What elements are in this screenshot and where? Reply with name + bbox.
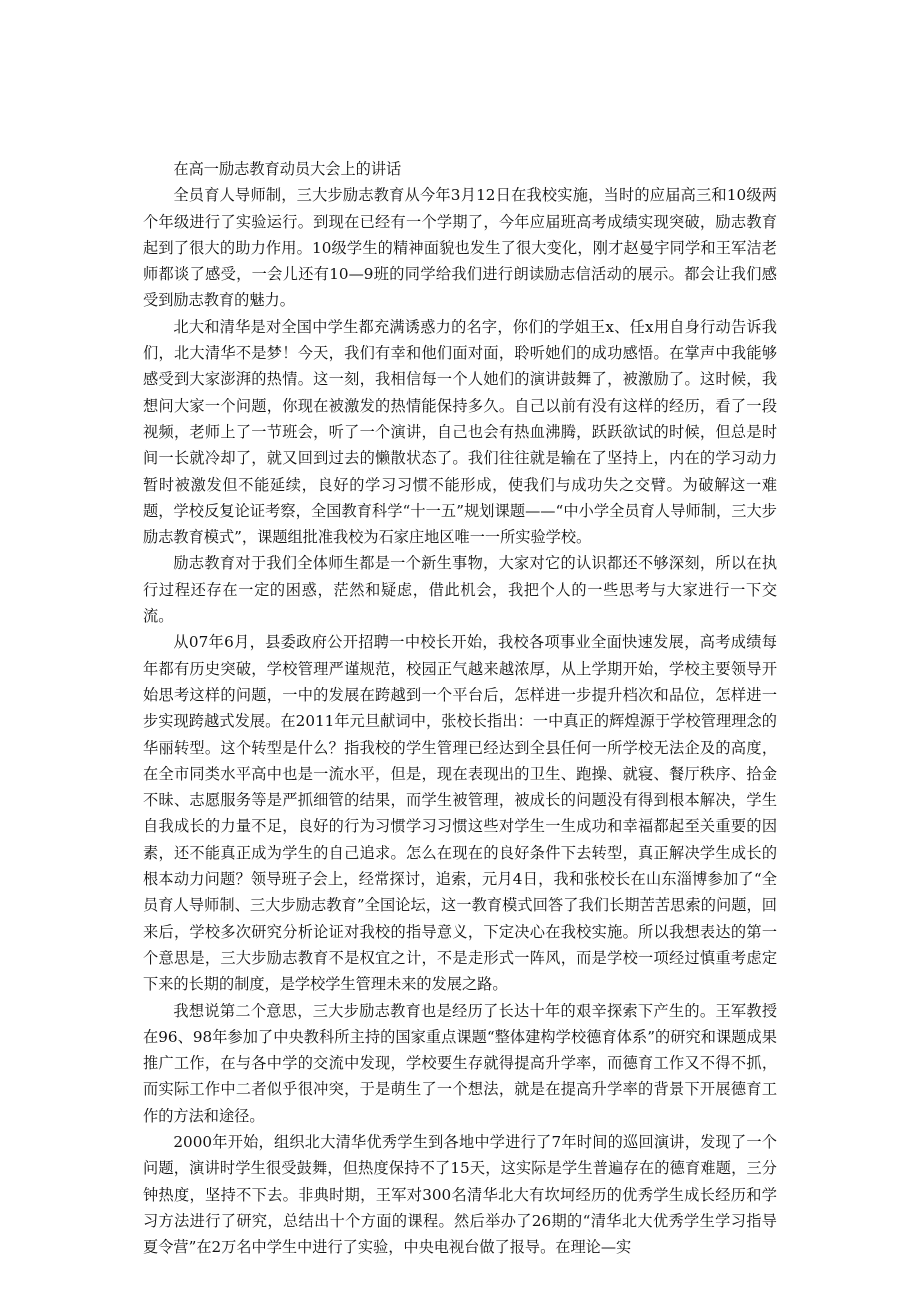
paragraph: 从07年6月，县委政府公开招聘一中校长开始，我校各项事业全面快速发展，高考成绩每年都有历史突破，学校管理严谨规范，校园正气越来越浓厚，从上学期开始，学校主要领导开始思考这样的问题，一中的发展在跨越到一个平台后，怎样进一步提升档次和品位，怎样进一步实现跨越式发展。在2011年元旦献词中，张校长指出：一中真正的辉煌源于学校管理理念的华丽转型。这个转型是什么？指我校的学生管理已经达到全县任何一所学校无法企及的高度，在全市同类水平高中也是一流水平，但是，现在表现出的卫生、跑操、就寝、餐厅秩序、拾金不昧、志愿服务等是严抓细管的结果，而学生被管理，被成长的问题没有得到根本解决，学生自我成长的力量不足，良好的行为习惯学习习惯这些对学生一生成功和幸福都起至关重要的因素，还不能真正成为学生的自己追求。怎么在现在的良好条件下去转型，真正解决学生成长的根本动力问题？领导班子会上，经常探讨，追索，元月4日，我和张校长在山东淄博参加了“全员育人导师制、三大步励志教育”全国论坛，这一教育模式回答了我们长期苦苦思索的问题，回来后，学校多次研究分析论证对我校的指导意义，下定决心在我校实施。所以我想表达的第一个意思是，三大步励志教育不是权宜之计，不是走形式一阵风，而是学校一项经过慎重考虑定下来的长期的制度，是学校学生管理未来的发展之路。: [143, 633, 777, 994]
paragraph: 励志教育对于我们全体师生都是一个新生事物，大家对它的认识都还不够深刻，所以在执行过程还存在一定的困惑，茫然和疑虑，借此机会，我把个人的一些思考与大家进行一下交流。: [143, 554, 777, 626]
paragraph: 2000年开始，组织北大清华优秀学生到各地中学进行了7年时间的巡回演讲，发现了一个问题，演讲时学生很受鼓舞，但热度保持不了15天，这实际是学生普遍存在的德育难题，三分钟热度，坚持不下去。非典时期，王军对300名清华北大有坎坷经历的优秀学生成长经历和学习方法进行了研究，总结出十个方面的课程。然后举办了26期的“清华北大优秀学生学习指导夏令营”在2万名中学生中进行了实验，中央电视台做了报导。在理论—实: [143, 1132, 777, 1257]
paragraph: 北大和清华是对全国中学生都充满诱惑力的名字，你们的学姐王x、任x用自身行动告诉我们，北大清华不是梦！今天，我们有幸和他们面对面，聆听她们的成功感悟。在掌声中我能够感受到大家澎湃的热情。这一刻，我相信每一个人她们的演讲鼓舞了，被激励了。这时候，我想问大家一个问题，你现在被激发的热情能保持多久。自己以前有没有这样的经历，看了一段视频，老师上了一节班会，听了一个演讲，自己也会有热血沸腾，跃跃欲试的时候，但总是时间一长就冷却了，就又回到过去的懒散状态了。我们往往就是输在了坚持上，内在的学习动力暂时被激发但不能延续，良好的学习习惯不能形成，使我们与成功失之交臂。为破解这一难题，学校反复论证考察，全国教育科学“十一五”规划课题——“中小学全员育人导师制，三大步励志教育模式”，课题组批准我校为石家庄地区唯一一所实验学校。: [143, 317, 777, 547]
paragraph: 全员育人导师制，三大步励志教育从今年3月12日在我校实施，当时的应届高三和10级两个年级进行了实验运行。到现在已经有一个学期了，今年应届班高考成绩实现突破，励志教育起到了很大的助力作用。10级学生的精神面貌也发生了很大变化，刚才赵曼宇同学和王军洁老师都谈了感受，一会儿还有10—9班的同学给我们进行朗读励志信活动的展示。都会让我们感受到励志教育的魅力。: [143, 186, 777, 310]
document-body: [143, 156, 777, 1260]
document-title: 在高一励志教育动员大会上的讲话: [173, 160, 402, 178]
paragraph: 我想说第二个意思，三大步励志教育也是经历了长达十年的艰辛探索下产生的。王军教授在96、98年参加了中央教科所主持的国家重点课题“整体建构学校德育体系”的研究和课题成果推广工作，在与各中学的交流中发现，学校要生存就得提高升学率，而德育工作又不得不抓，而实际工作中二者似乎很冲突，于是萌生了一个想法，就是在提高升学率的背景下开展德育工作的方法和途径。: [143, 1001, 777, 1125]
